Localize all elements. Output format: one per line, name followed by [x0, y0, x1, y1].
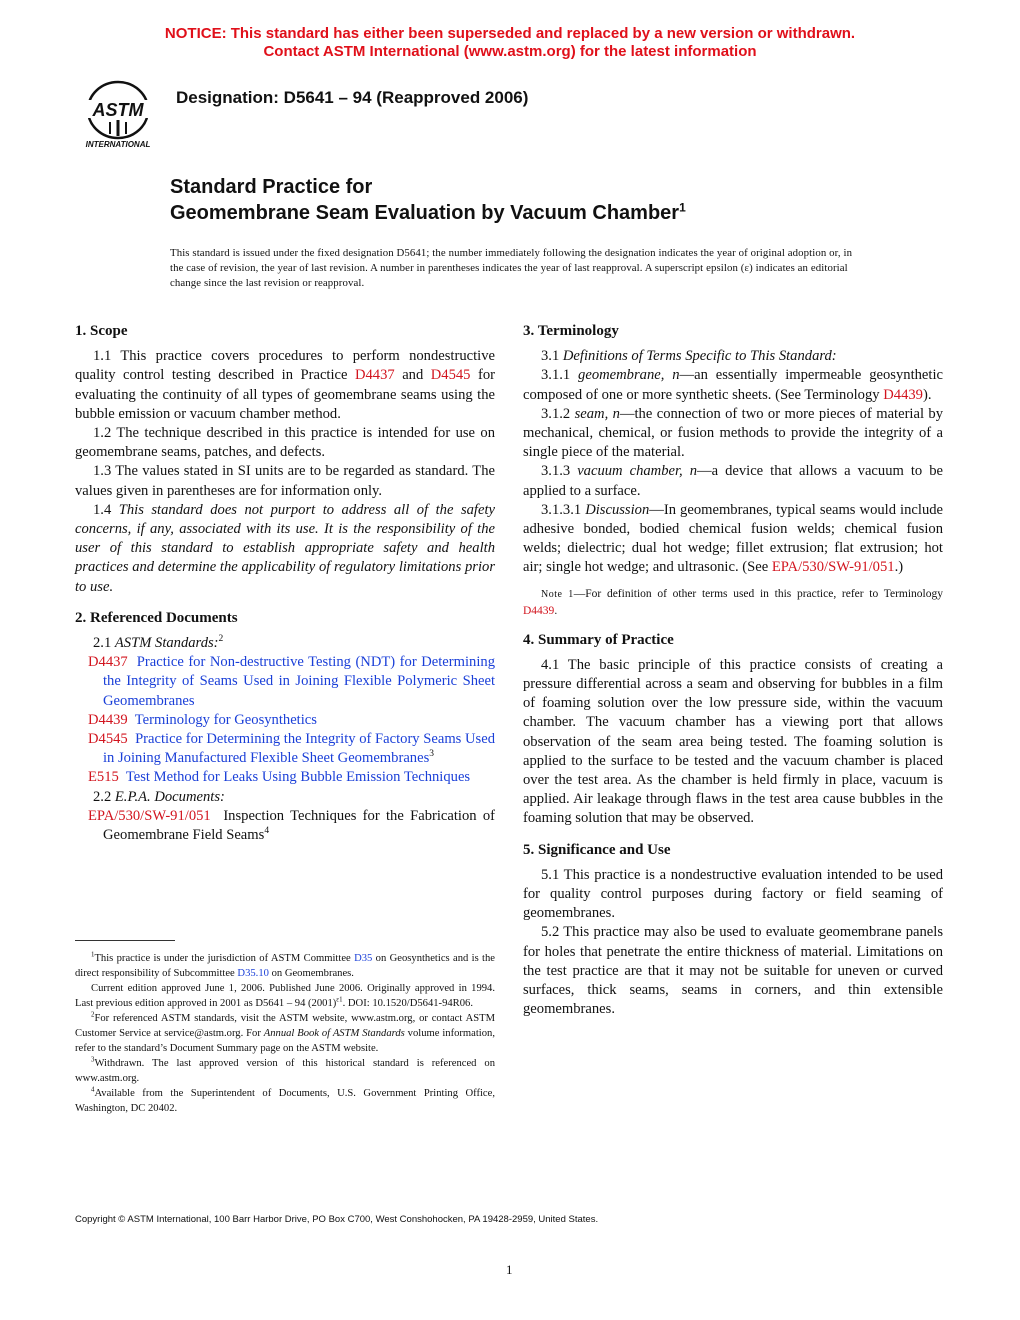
- footnote-ref-2[interactable]: 2: [218, 634, 224, 645]
- issued-statement: This standard is issued under the fixed designation D5641; the number immediately following the designation indicates the year of original adoption or, in the case of revision, the year of last revision. A number in parentheses indicates the year of last reapproval. A superscript epsilon (ε) indicates an editorial change since the last revision or reapproval.: [170, 247, 853, 289]
- para-2-1-text: ASTM Standards:: [114, 635, 219, 652]
- footnote-1-text-e: . DOI: 10.1520/D5641-94R06.: [342, 998, 473, 1009]
- footnote-2: [75, 1011, 495, 1056]
- ref-d4439-title[interactable]: Terminology for Geosynthetics: [134, 711, 317, 728]
- para-3-1-1-text: —an essentially impermeable geosynthetic composed of one or more synthetic sheets. (See Terminology: [523, 367, 943, 403]
- title-line-1: Standard Practice for: [170, 176, 373, 198]
- para-1-2: 1.2 The technique described in this practice is intended for use on geomembrane seams, patches, and defects.: [75, 425, 495, 461]
- para-3-1: [523, 347, 943, 366]
- ref-d4545: [75, 730, 495, 768]
- logo-text: ASTM: [92, 100, 144, 120]
- para-1-3: 1.3 The values stated in SI units are to be regarded as standard. The values given in parentheses are for information only.: [75, 463, 495, 499]
- para-1-1-text-c: for evaluating the continuity of all types of geomembrane seams using the bubble emission or vacuum chamber method.: [75, 367, 495, 422]
- ref-epa: [75, 807, 495, 845]
- document-title: [170, 174, 686, 226]
- term-discussion: Discussion: [585, 501, 650, 518]
- term-vacuum-chamber: vacuum chamber, n: [577, 463, 697, 480]
- para-3-1-3-1-num: 3.1.3.1: [541, 501, 586, 518]
- footnote-ref-3[interactable]: 3: [429, 749, 435, 760]
- footnote-1-text-d: Current edition approved June 1, 2006. Published June 2006. Originally approved in 1994. Last previous edition approved in 2001 as D5641 – 94 (2001): [75, 983, 495, 1009]
- footnote-1-epsilon: ε1: [336, 996, 343, 1004]
- footnote-1-text-c: on Geomembranes.: [268, 968, 354, 979]
- copyright: Copyright © ASTM International, 100 Barr Harbor Drive, PO Box C700, West Conshohocken, PA 19428-2959, United States.: [75, 1214, 599, 1225]
- term-geomembrane: geomembrane, n: [578, 367, 680, 384]
- notice-banner: [0, 25, 1020, 61]
- para-3-1-2-num: 3.1.2: [541, 405, 575, 422]
- para-2-2: [75, 788, 495, 807]
- footnote-4-text: Available from the Superintendent of Documents, U.S. Government Printing Office, Washington, DC 20402.: [75, 1088, 495, 1114]
- footnote-2-italic: Annual Book of ASTM Standards: [263, 1028, 405, 1039]
- para-1-1: [75, 347, 495, 424]
- link-d35-10[interactable]: D35.10: [237, 968, 269, 979]
- footnote-1-text-b: on Geosynthetics and is the direct responsibility of Subcommittee: [75, 953, 495, 979]
- footnote-divider: [75, 940, 175, 941]
- section-2-heading: 2. Referenced Documents: [75, 609, 238, 626]
- para-3-1-2-text: —the connection of two or more pieces of material by mechanical, chemical, or fusion methods to provide the integrity of a single piece of the material.: [523, 405, 943, 461]
- para-2-2-num: 2.2: [93, 788, 115, 805]
- designation: Designation: D5641 – 94 (Reapproved 2006): [176, 88, 529, 107]
- link-d4439-note[interactable]: D4439: [523, 604, 555, 617]
- para-2-1: [75, 634, 495, 653]
- astm-logo: [74, 76, 164, 152]
- para-1-1-text-a: 1.1 This practice covers procedures to perform nondestructive quality control testing described in Practice: [75, 348, 495, 384]
- link-d35[interactable]: D35: [354, 953, 373, 964]
- ref-d4437-code[interactable]: D4437: [88, 654, 128, 671]
- link-epa-discussion[interactable]: EPA/530/SW-91/051: [771, 559, 895, 576]
- footnote-3: [75, 1056, 495, 1086]
- footnote-1: [75, 951, 495, 981]
- ref-d4437-title[interactable]: Practice for Non-destructive Testing (NDT) for Determining the Integrity of Seams Used in Joining Flexible Polymeric Sheet Geomembranes: [103, 654, 495, 709]
- ref-d4437: [75, 653, 495, 711]
- ref-e515-code[interactable]: E515: [88, 769, 119, 786]
- link-d4545[interactable]: D4545: [430, 367, 471, 384]
- para-1-4-text: This standard does not purport to address all of the safety concerns, if any, associated with its use. It is the responsibility of the user of this standard to establish appropriate safety and health practices and determine the applicability of regulatory limitations prior to use.: [75, 501, 495, 595]
- link-d4437[interactable]: D4437: [354, 367, 395, 384]
- left-column: [75, 322, 495, 845]
- page-number: 1: [506, 1262, 513, 1277]
- footnote-4-mark: 4: [91, 1086, 95, 1094]
- notice-line-1: NOTICE: This standard has either been superseded and replaced by a new version or withdrawn.: [164, 25, 856, 42]
- right-column: [523, 322, 943, 1020]
- ref-d4545-code[interactable]: D4545: [88, 731, 128, 748]
- ref-e515-title[interactable]: Test Method for Leaks Using Bubble Emission Techniques: [125, 769, 471, 786]
- title-line-2-text: Geomembrane Seam Evaluation by Vacuum Chamber: [170, 202, 680, 224]
- section-5-heading: 5. Significance and Use: [523, 841, 671, 858]
- para-3-1-text: Definitions of Terms Specific to This Standard:: [562, 348, 837, 365]
- para-5-2: 5.2 This practice may also be used to evaluate geomembrane panels for holes that penetrate the entire thickness of material. Limitations on the test practice are that it may not be suitable for uneven or curved surfaces, thick seams, seams in corners, and thin extensible geomembranes.: [523, 924, 943, 1018]
- term-seam: seam, n: [574, 405, 620, 422]
- para-3-1-1-end: ).: [922, 386, 932, 403]
- para-3-1-1-num: 3.1.1: [541, 367, 579, 384]
- para-1-4-num: 1.4: [93, 501, 119, 518]
- para-1-1-text-b: and: [394, 367, 431, 384]
- footnote-2-mark: 2: [91, 1011, 95, 1019]
- footnote-1-edition: [75, 981, 495, 1011]
- para-3-1-3: [523, 462, 943, 500]
- para-3-1-3-1-end: .): [894, 559, 904, 576]
- footnotes: [75, 951, 495, 1116]
- ref-e515: [75, 768, 495, 787]
- logo-subtext: INTERNATIONAL: [85, 140, 151, 149]
- footnote-4: [75, 1086, 495, 1116]
- footnote-2-text-b: volume information, refer to the standard’s Document Summary page on the ASTM website.: [75, 1028, 495, 1054]
- footnote-ref-4[interactable]: 4: [264, 826, 270, 837]
- ref-d4439: [75, 711, 495, 730]
- para-3-1-3-1-text: —In geomembranes, typical seams would include adhesive bonded, bodied chemical fusion welds; chemical fusion welds; dielectric; dual hot wedge; fillet extrusion; flat extrusion; hot air; single hot wedge; and ultrasonic. (See: [523, 501, 944, 576]
- para-5-1: 5.1 This practice is a nondestructive evaluation intended to be used for quality control purposes during factory or field seaming of geomembranes.: [523, 866, 943, 922]
- title-footnote-ref[interactable]: 1: [679, 200, 686, 215]
- para-2-2-text: E.P.A. Documents:: [114, 788, 225, 805]
- para-2-1-num: 2.1: [93, 635, 115, 652]
- footnote-3-text: Withdrawn. The last approved version of this historical standard is referenced on www.astm.org.: [75, 1058, 495, 1084]
- title-line-2: [170, 200, 686, 226]
- para-4-1: 4.1 The basic principle of this practice consists of creating a pressure differential across a seam and observing for bubbles in a film of foaming solution over the low pressure side, within the vacuum chamber. The vacuum chamber has a viewing port that allows observation of the seam area being tested. The foaming solution is applied to the surface to be tested and the vacuum chamber is placed over the test area. As the chamber is held firmly in place, vacuum is applied. Air leakage through flaws in the test area cause bubbles in the foaming solution that may be observed.: [523, 656, 943, 827]
- ref-d4545-title[interactable]: Practice for Determining the Integrity of Factory Seams Used in Joining Manufactured Flexible Sheet Geomembranes: [103, 731, 496, 767]
- section-3-heading: 3. Terminology: [523, 323, 619, 339]
- note-1-text: —For definition of other terms used in this practice, refer to Terminology: [573, 587, 943, 600]
- notice-line-2: Contact ASTM International (www.astm.org) for the latest information: [263, 43, 757, 60]
- note-1-label: Note 1: [541, 588, 574, 600]
- section-4-heading: 4. Summary of Practice: [523, 631, 674, 648]
- ref-d4439-code[interactable]: D4439: [88, 711, 128, 728]
- para-3-1-2: [523, 405, 943, 463]
- note-1: [523, 586, 943, 619]
- para-1-4: [75, 501, 495, 597]
- link-d4439-def[interactable]: D4439: [883, 386, 923, 403]
- footnote-2-text-a: For referenced ASTM standards, visit the ASTM website, www.astm.org, or contact ASTM Customer Service at service@astm.org. For: [75, 1013, 495, 1039]
- footnote-3-mark: 3: [91, 1056, 95, 1064]
- note-1-end: .: [554, 604, 558, 617]
- para-3-1-3-num: 3.1.3: [541, 463, 578, 480]
- ref-epa-code[interactable]: EPA/530/SW-91/051: [88, 807, 211, 824]
- para-3-1-3-text: —a device that allows a vacuum to be applied to a surface.: [523, 463, 943, 499]
- section-1-heading: 1. Scope: [75, 323, 128, 339]
- para-3-1-1: [523, 366, 943, 404]
- ref-epa-title: Inspection Techniques for the Fabrication of Geomembrane Field Seams: [103, 807, 496, 844]
- footnote-1-text-a: This practice is under the jurisdiction of ASTM Committee: [94, 953, 355, 964]
- para-3-1-3-1: [523, 501, 943, 578]
- para-3-1-num: 3.1: [541, 348, 563, 365]
- footnote-1-mark: 1: [91, 951, 95, 959]
